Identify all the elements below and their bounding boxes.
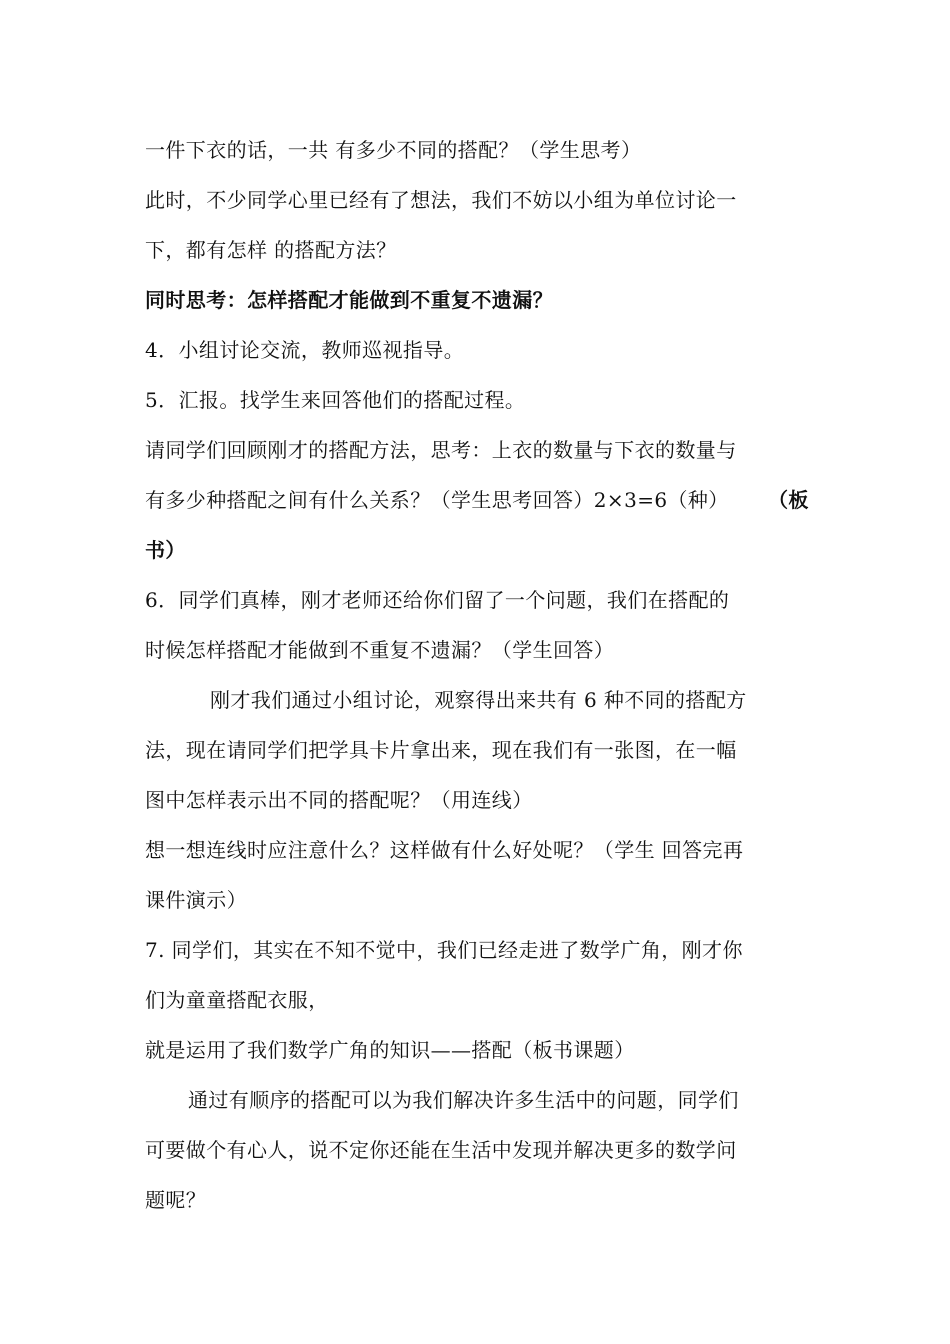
paragraph-line: 此时，不少同学心里已经有了想法，我们不妨以小组为单位讨论一 (145, 188, 737, 212)
paragraph-line: 一件下衣的话，一共 有多少不同的搭配？（学生思考） (145, 138, 642, 162)
paragraph-line: 就是运用了我们数学广角的知识——搭配（板书课题） (145, 1038, 635, 1062)
paragraph-line: 有多少种搭配之间有什么关系？（学生思考回答）2×3=6（种） (145, 488, 729, 512)
step-4-line: 4．小组讨论交流，教师巡视指导。 (145, 338, 465, 362)
bold-question-line: 同时思考：怎样搭配才能做到不重复不遗漏？ (145, 288, 553, 312)
paragraph-line: 课件演示） (145, 888, 247, 912)
paragraph-line: 下，都有怎样 的搭配方法？ (145, 238, 397, 262)
paragraph-line: 请同学们回顾刚才的搭配方法，思考：上衣的数量与下衣的数量与 (145, 438, 737, 462)
step-7-line: 7. 同学们，其实在不知不觉中，我们已经走进了数学广角，刚才你 (145, 938, 743, 962)
indented-paragraph-line: 刚才我们通过小组讨论，观察得出来共有 6 种不同的搭配方 (210, 688, 747, 712)
indented-paragraph-line: 通过有顺序的搭配可以为我们解决许多生活中的问题，同学们 (188, 1088, 739, 1112)
step-6-line: 6．同学们真棒，刚才老师还给你们留了一个问题，我们在搭配的 (145, 588, 730, 612)
board-note-open: （板 (768, 488, 809, 512)
paragraph-line: 可要做个有心人，说不定你还能在生活中发现并解决更多的数学问 (145, 1138, 737, 1162)
paragraph-line: 们为童童搭配衣服， (145, 988, 329, 1012)
paragraph-line: 法，现在请同学们把学具卡片拿出来，现在我们有一张图，在一幅 (145, 738, 737, 762)
paragraph-line: 想一想连线时应注意什么？这样做有什么好处呢？（学生 回答完再 (145, 838, 744, 862)
paragraph-line: 图中怎样表示出不同的搭配呢？（用连线） (145, 788, 533, 812)
board-note-close: 书） (145, 538, 186, 562)
paragraph-line: 题呢？ (145, 1188, 207, 1212)
step-5-line: 5．汇报。找学生来回答他们的搭配过程。 (145, 388, 526, 412)
paragraph-line: 时候怎样搭配才能做到不重复不遗漏？（学生回答） (145, 638, 615, 662)
